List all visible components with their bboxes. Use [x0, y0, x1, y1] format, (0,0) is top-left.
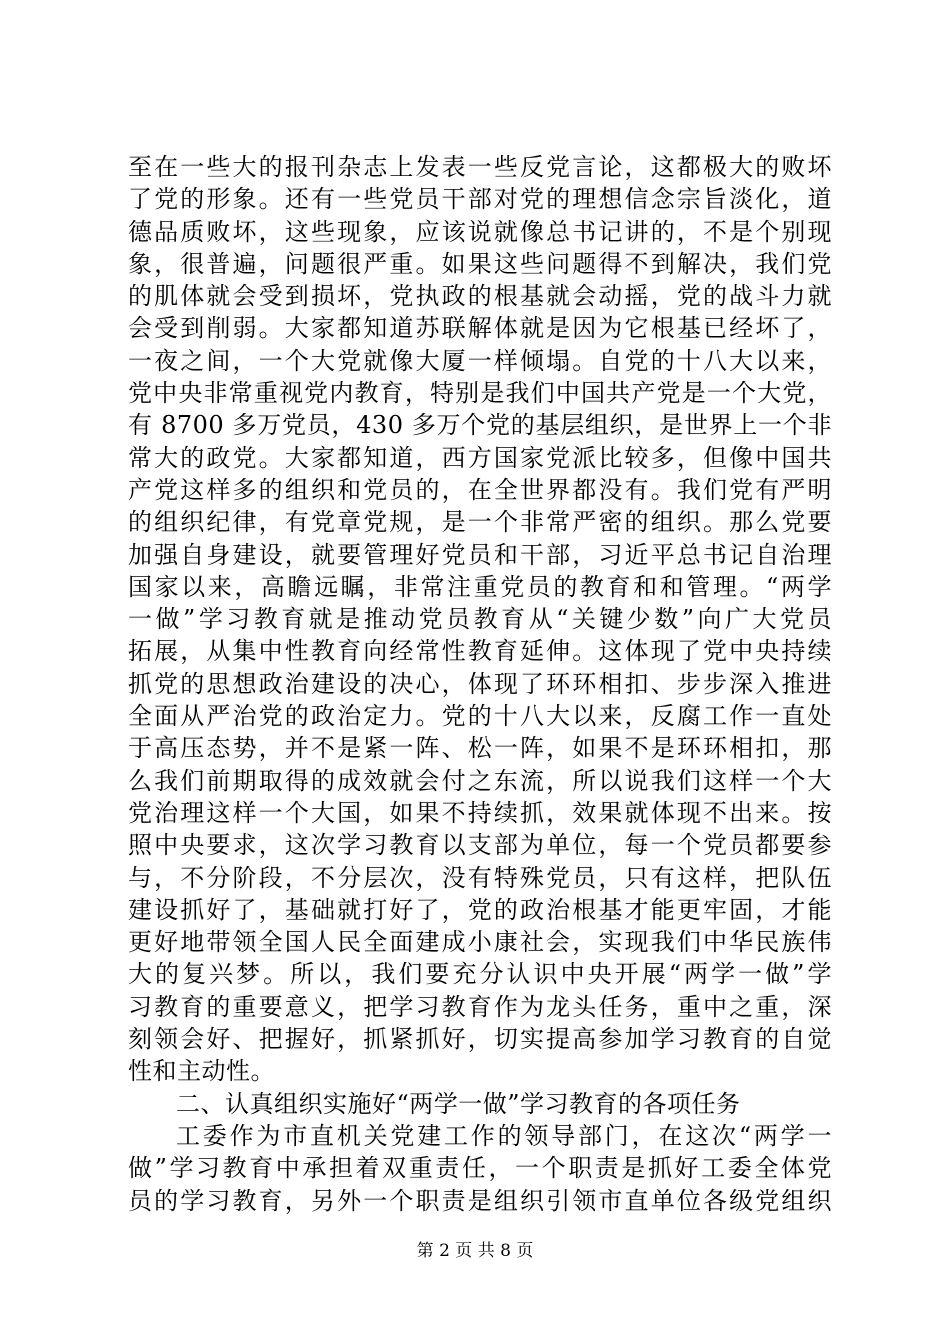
text-line: 常大的政党。大家都知道，西方国家党派比较多，但像中国共	[128, 443, 832, 472]
text-line: 的肌体就会受到损坏，党执政的根基就会动摇，党的战斗力就	[128, 282, 832, 311]
text-line: 习教育的重要意义，把学习教育作为龙头任务，重中之重，深	[128, 992, 832, 1021]
text-line: 有 8700 多万党员，430 多万个党的基层组织，是世界上一个非	[128, 411, 832, 440]
text-line: 更好地带领全国人民全面建成小康社会，实现我们中华民族伟	[128, 928, 832, 957]
text-line: 员的学习教育，另外一个职责是组织引领市直单位各级党组织	[128, 1186, 832, 1215]
text-line: 国家以来，高瞻远瞩，非常注重党员的教育和和管理。“两学	[128, 572, 832, 601]
body-text	[128, 151, 832, 1217]
text-line: 于高压态势，并不是紧一阵、松一阵，如果不是环环相扣，那	[128, 734, 832, 763]
text-line: 刻领会好、把握好，抓紧抓好，切实提高参加学习教育的自觉	[128, 1025, 832, 1054]
text-line: 工委作为市直机关党建工作的领导部门，在这次“两学一	[176, 1121, 832, 1150]
text-line: 党中央非常重视党内教育，特别是我们中国共产党是一个大党，	[128, 379, 832, 408]
text-line: 抓党的思想政治建设的决心，体现了环环相扣、步步深入推进	[128, 669, 832, 698]
text-line: 大的复兴梦。所以，我们要充分认识中央开展“两学一做”学	[128, 960, 832, 989]
text-line: 的组织纪律，有党章党规，是一个非常严密的组织。那么党要	[128, 508, 832, 537]
section-heading: 二、认真组织实施好“两学一做”学习教育的各项任务	[176, 1089, 741, 1118]
text-line: 德品质败坏，这些现象，应该说就像总书记讲的，不是个别现	[128, 217, 832, 246]
text-line: 建设抓好了，基础就打好了，党的政治根基才能更牢固，才能	[128, 895, 832, 924]
text-line: 么我们前期取得的成效就会付之东流，所以说我们这样一个大	[128, 766, 832, 795]
text-line: 一做”学习教育就是推动党员教育从“关键少数”向广大党员	[128, 605, 832, 634]
text-line: 全面从严治党的政治定力。党的十八大以来，反腐工作一直处	[128, 702, 832, 731]
text-line: 产党这样多的组织和党员的，在全世界都没有。我们党有严明	[128, 475, 832, 504]
text-line: 党治理这样一个大国，如果不持续抓，效果就体现不出来。按	[128, 798, 832, 827]
text-line: 一夜之间，一个大党就像大厦一样倾塌。自党的十八大以来，	[128, 346, 832, 375]
text-line: 象，很普遍，问题很严重。如果这些问题得不到解决，我们党	[128, 249, 832, 278]
text-line: 拓展，从集中性教育向经常性教育延伸。这体现了党中央持续	[128, 637, 832, 666]
page-number-footer: 第 2 页 共 8 页	[416, 1241, 534, 1261]
text-line: 至在一些大的报刊杂志上发表一些反党言论，这都极大的败坏	[128, 153, 832, 181]
text-line: 了党的形象。还有一些党员干部对党的理想信念宗旨淡化，道	[128, 185, 832, 214]
text-line: 与，不分阶段，不分层次，没有特殊党员，只有这样，把队伍	[128, 863, 832, 892]
text-line: 会受到削弱。大家都知道苏联解体就是因为它根基已经坏了，	[128, 314, 832, 343]
text-line: 加强自身建设，就要管理好党员和干部，习近平总书记自治理	[128, 540, 832, 569]
text-line: 性和主动性。	[128, 1057, 275, 1086]
text-line: 做”学习教育中承担着双重责任，一个职责是抓好工委全体党	[128, 1154, 832, 1183]
text-line: 照中央要求，这次学习教育以支部为单位，每一个党员都要参	[128, 831, 832, 860]
